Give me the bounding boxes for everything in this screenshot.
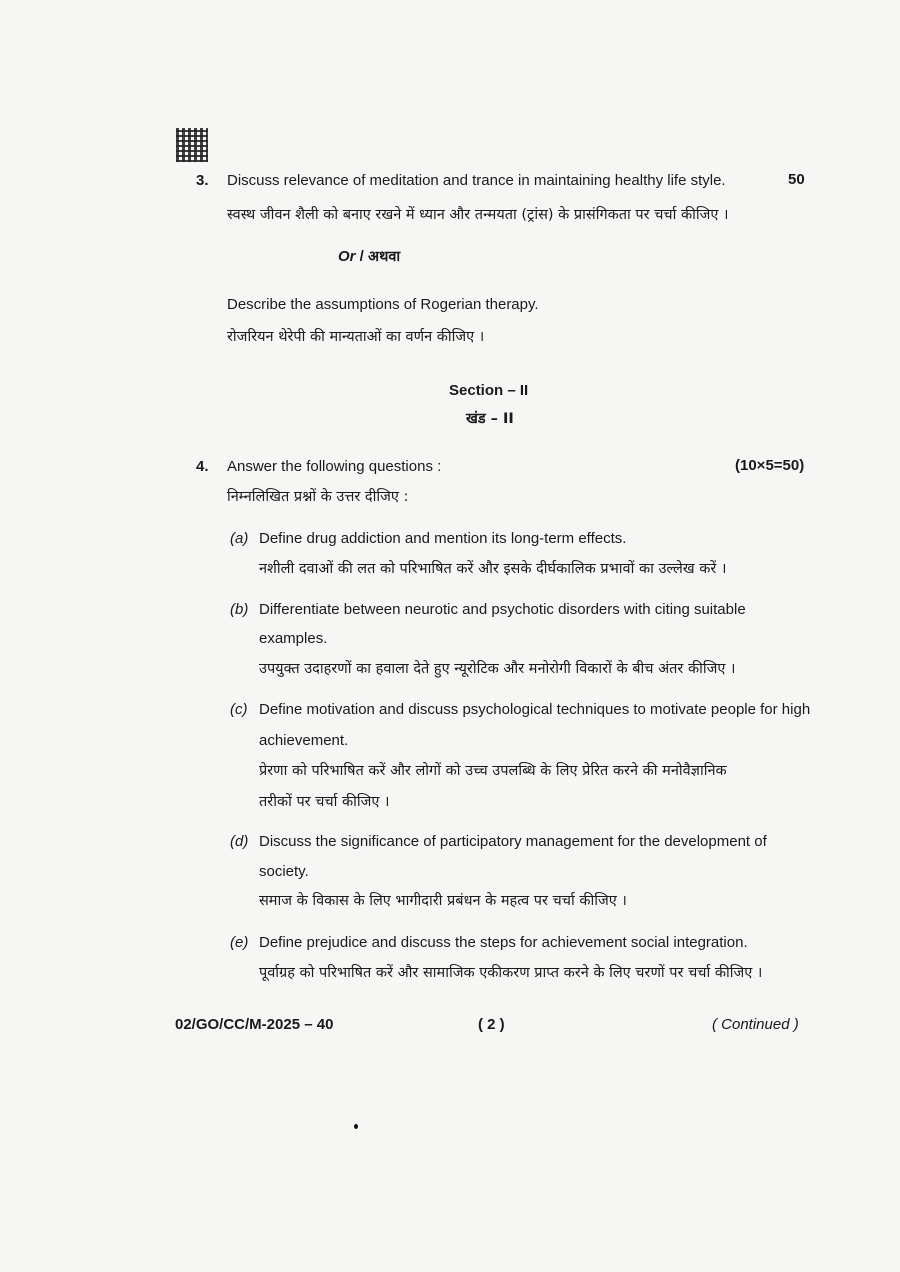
qr-code bbox=[176, 128, 208, 162]
part-text-en: Define motivation and discuss psychological techniques to motivate people for high bbox=[259, 701, 811, 718]
question-text-hi: निम्नलिखित प्रश्नों के उत्तर दीजिए : bbox=[227, 489, 409, 505]
part-text-en: Define prejudice and discuss the steps for achievement social integration. bbox=[259, 934, 748, 951]
alt-question-en: Describe the assumptions of Rogerian therapy. bbox=[227, 296, 539, 313]
part-text-hi: नशीली दवाओं की लत को परिभाषित करें और इसके दीर्घकालिक प्रभावों का उल्लेख करें । bbox=[259, 561, 727, 577]
paper-code: 02/GO/CC/M-2025 – 40 bbox=[175, 1016, 334, 1033]
or-en: Or bbox=[338, 248, 356, 265]
or-slash: / bbox=[355, 248, 369, 265]
part-text-hi: तरीकों पर चर्चा कीजिए । bbox=[259, 794, 390, 810]
question-text-en: Answer the following questions : bbox=[227, 458, 442, 475]
or-separator bbox=[338, 246, 400, 266]
ink-dot bbox=[354, 1124, 358, 1129]
question-number: 4. bbox=[196, 458, 209, 475]
part-text-en: Discuss the significance of participatory management for the development of bbox=[259, 833, 767, 850]
part-text-hi: पूर्वाग्रह को परिभाषित करें और सामाजिक एकीकरण प्राप्त करने के लिए चरणों पर चर्चा कीजिए । bbox=[259, 965, 763, 981]
part-text-hi: समाज के विकास के लिए भागीदारी प्रबंधन के महत्व पर चर्चा कीजिए । bbox=[259, 893, 627, 909]
page-number: ( 2 ) bbox=[478, 1016, 505, 1033]
part-text-hi: प्रेरणा को परिभाषित करें और लोगों को उच्च उपलब्धि के लिए प्रेरित करने की मनोवैज्ञानिक bbox=[259, 763, 727, 779]
part-text-en: examples. bbox=[259, 630, 328, 647]
part-label: (e) bbox=[230, 934, 249, 951]
question-marks: 50 bbox=[788, 171, 805, 188]
part-text-en: society. bbox=[259, 863, 309, 880]
part-text-en: achievement. bbox=[259, 732, 349, 749]
part-label: (d) bbox=[230, 833, 249, 850]
question-text-en: Discuss relevance of meditation and trance in maintaining healthy life style. bbox=[227, 172, 726, 189]
part-label: (b) bbox=[230, 601, 249, 618]
part-text-en: Define drug addiction and mention its long-term effects. bbox=[259, 530, 627, 547]
part-text-en: Differentiate between neurotic and psychotic disorders with citing suitable bbox=[259, 601, 746, 618]
or-hi: अथवा bbox=[368, 249, 401, 265]
part-label: (a) bbox=[230, 530, 249, 547]
part-text-hi: उपयुक्त उदाहरणों का हवाला देते हुए न्यूरोटिक और मनोरोगी विकारों के बीच अंतर कीजिए । bbox=[259, 661, 736, 677]
continued-note: ( Continued ) bbox=[712, 1016, 799, 1033]
question-marks: (10×5=50) bbox=[735, 457, 805, 474]
alt-question-hi: रोजरियन थेरेपी की मान्यताओं का वर्णन कीजिए । bbox=[227, 329, 485, 345]
section-title-hi: खंड – II bbox=[466, 411, 514, 427]
question-text-hi: स्वस्थ जीवन शैली को बनाए रखने में ध्यान और तन्मयता (ट्रांस) के प्रासंगिकता पर चर्चा कीजिए । bbox=[227, 207, 729, 223]
question-number: 3. bbox=[196, 172, 209, 189]
part-label: (c) bbox=[230, 701, 248, 718]
section-title-en: Section – II bbox=[449, 382, 529, 399]
